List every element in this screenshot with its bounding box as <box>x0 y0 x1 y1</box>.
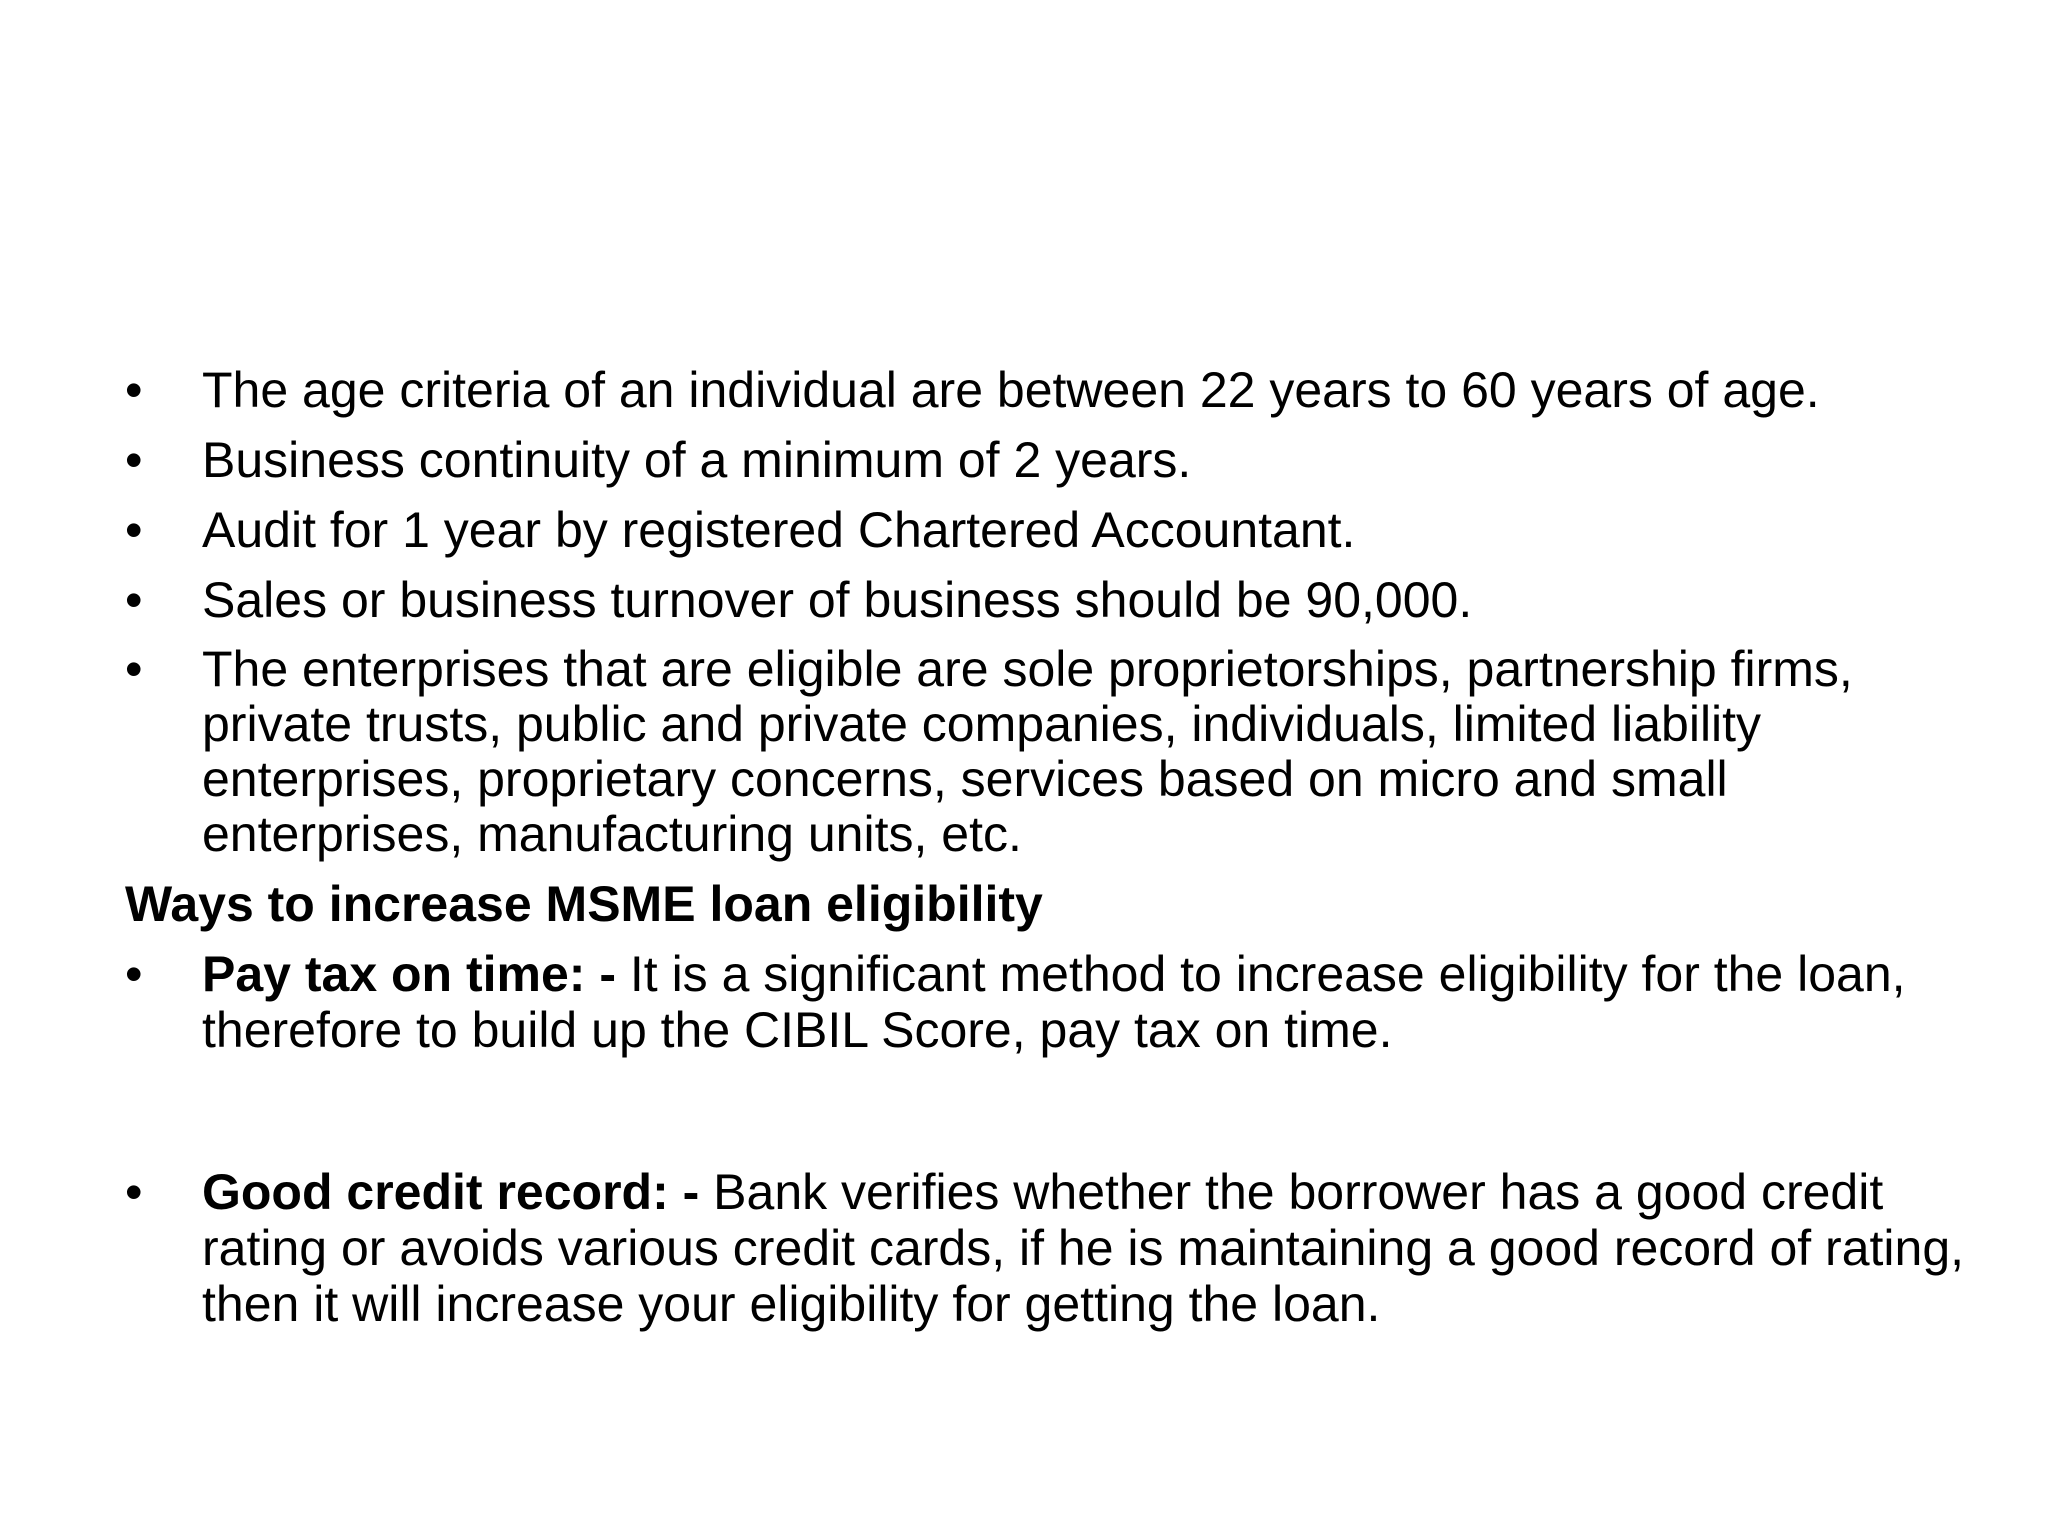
bullet-item <box>125 642 1965 862</box>
bullet-icon: • <box>125 641 143 697</box>
tip-title: Good credit record: - <box>202 1164 700 1220</box>
criteria-text: Audit for 1 year by registered Chartered Accountant. <box>202 502 1356 558</box>
tip-text: It is a significant method to increase eligibility for the loan, therefore to build up the CIBIL Score, pay tax on time. <box>202 946 1906 1058</box>
bullet-icon: • <box>125 572 143 628</box>
section-heading: Ways to increase MSME loan eligibility <box>125 876 1043 932</box>
bullet-icon: • <box>125 362 143 418</box>
tip-item <box>125 1164 1965 1332</box>
bullet-icon: • <box>125 1164 143 1220</box>
criteria-text: The age criteria of an individual are between 22 years to 60 years of age. <box>202 362 1820 418</box>
bullet-item <box>125 362 1965 418</box>
bullet-item <box>125 572 1965 628</box>
tip-text: Bank verifies whether the borrower has a good credit rating or avoids various credit cards, if he is maintaining a good record of rating, then it will increase your eligibility for getting the loan. <box>202 1164 1965 1332</box>
bullet-item <box>125 432 1965 488</box>
criteria-text: Sales or business turnover of business should be 90,000. <box>202 572 1473 628</box>
criteria-text: Business continuity of a minimum of 2 years. <box>202 432 1192 488</box>
criteria-text: The enterprises that are eligible are sole proprietorships, partnership firms, private trusts, public and private companies, individuals, limited liability enterprises, proprietary concerns, services based on micro and small enterprises, manufacturing units, etc. <box>202 641 1853 862</box>
bullet-icon: • <box>125 502 143 558</box>
tip-title: Pay tax on time: - <box>202 946 616 1002</box>
bullet-icon: • <box>125 432 143 488</box>
bullet-icon: • <box>125 946 143 1002</box>
bullet-item <box>125 502 1965 558</box>
tip-item <box>125 946 1965 1058</box>
slide-body <box>125 362 1965 1346</box>
